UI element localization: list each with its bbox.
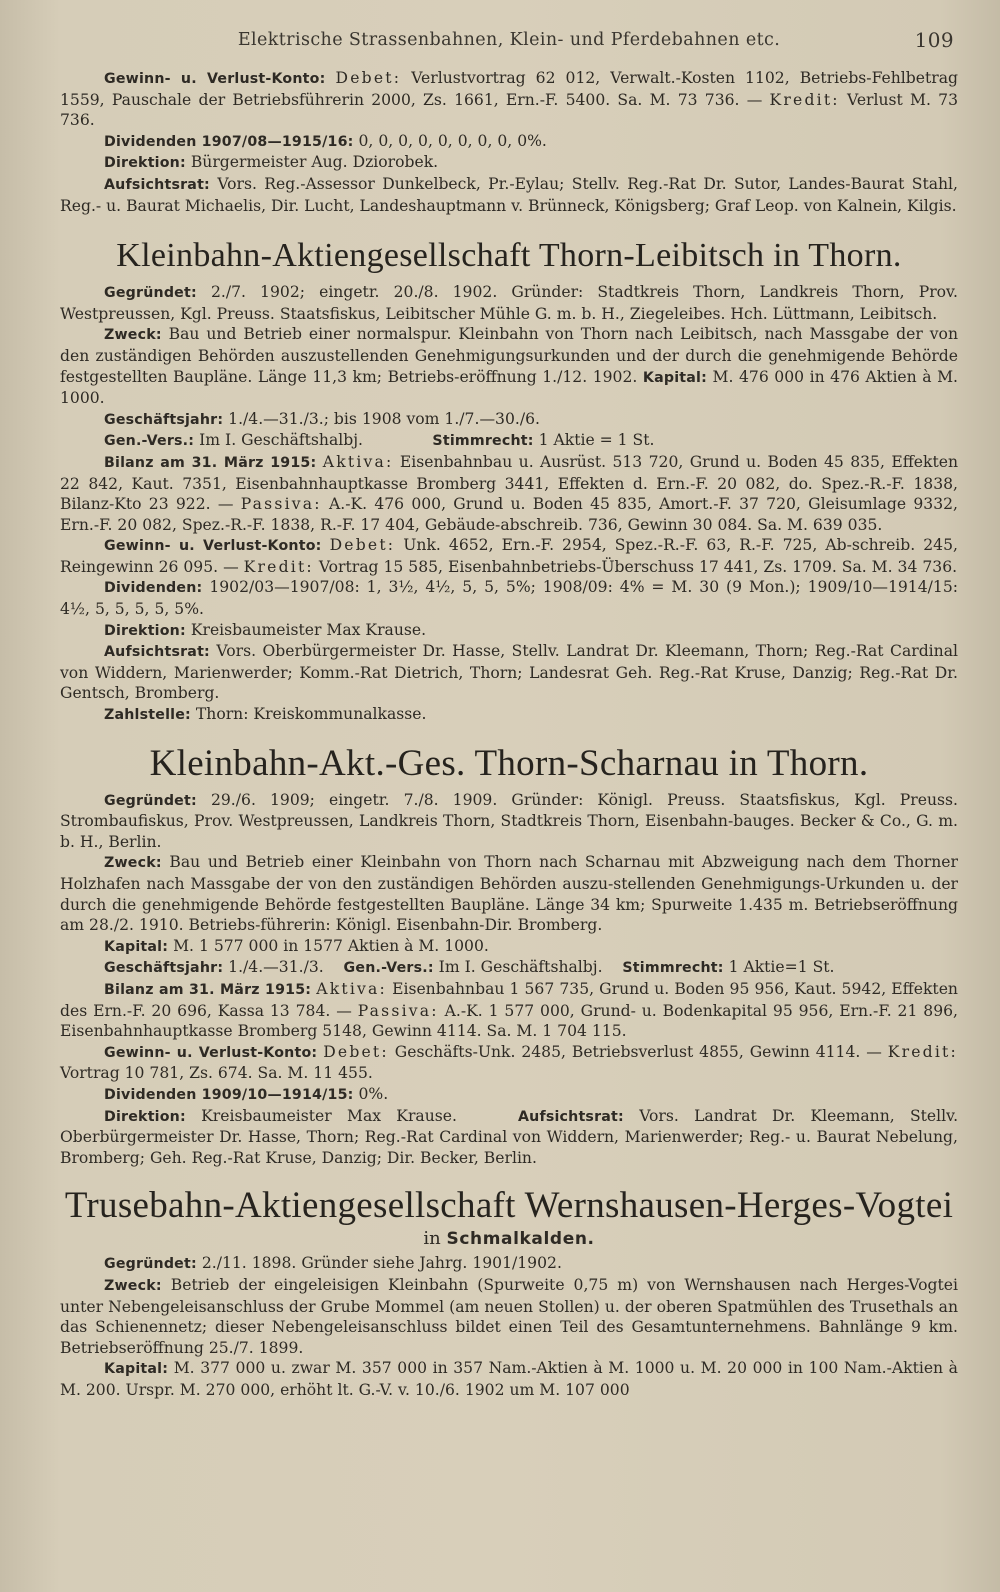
- aufsichtsrat-text: Vors. Reg.-Assessor Dunkelbeck, Pr.-Eylau; Stellv. Reg.-Rat Dr. Sutor, Landes-Baurat Stahl, Reg.- u. Baurat Michaelis, Dir. Lucht, Landeshauptmann v. Brünneck, Königsberg; Graf Leop. von Kalnein, Kilgis.: [60, 174, 958, 215]
- gv-debet-text: Geschäfts-Unk. 2485, Betriebsverlust 4855, Gewinn 4114. —: [394, 1042, 882, 1061]
- gv-debet-text: Verlustvortrag 62 012, Verwalt.-Kosten 1102, Betriebs-Fehlbetrag 1559, Pauschale der Betriebsführerin 2000, Zs. 1661, Ern.-F. 5400. Sa. M. 73 736. —: [60, 69, 959, 109]
- direktion-paragraph: [60, 620, 958, 642]
- running-head: [60, 30, 958, 60]
- gegruendet-label: Gegründet:: [104, 1256, 197, 1273]
- aufsichtsrat-text: Vors. Oberbürgermeister Dr. Hasse, Stellv. Landrat Dr. Kleemann, Thorn; Reg.-Rat Cardinal von Widdern, Marienwerder; Komm.-Rat Dietrich, Thorn; Landesrat Geh. Reg.-Rat Kruse, Danzig; Reg.-Rat Dr. Gentsch, Bromberg.: [60, 642, 958, 703]
- entry-thorn-leibitsch: [60, 236, 958, 725]
- debet-label: Debet:: [323, 1042, 389, 1061]
- zweck-paragraph: [60, 1275, 958, 1358]
- gegruendet-text: 29./6. 1909; eingetr. 7./8. 1909. Gründer: Königl. Preuss. Staatsfiskus, Kgl. Preuss. Strombaufiskus, Prov. Westpreussen, Landkreis Thorn, Stadtkreis Thorn, Eisenbahn-bauges. Becker & Co., G. m. b. H., Berlin.: [60, 790, 958, 851]
- bilanz-passiva-text: A.-K. 1 577 000, Grund- u. Bodenkapital 95 956, Ern.-F. 21 896, Eisenbahnhauptkasse Bromberg 5148, Gewinn 4114. Sa. M. 1 704 115.: [60, 1001, 958, 1041]
- entry-thorn-scharnau: [60, 744, 958, 1169]
- geschaeftsjahr-text: 1./4.—31./3.: [228, 958, 324, 977]
- bilanz-paragraph: [60, 452, 958, 535]
- aufsichtsrat-text: Vors. Landrat Dr. Kleemann, Stellv. Oberbürgermeister Dr. Hasse, Thorn; Reg.-Rat Cardinal von Widdern, Marienwerder; Reg.- u. Baurat Nebelung, Bromberg; Geh. Reg.-Rat Kruse, Danzig; Dir. Becker, Berlin.: [60, 1106, 959, 1167]
- gv-konto-label: Gewinn- u. Verlust-Konto:: [104, 538, 322, 555]
- kapital-paragraph: [60, 936, 958, 958]
- gegruendet-paragraph: [60, 1253, 958, 1275]
- gv-kredit-text: Vortrag 15 585, Eisenbahnbetriebs-Überschuss 17 441, Zs. 1709. Sa. M. 34 736.: [318, 557, 958, 576]
- zweck-label: Zweck:: [104, 327, 162, 344]
- kapital-text: M. 1 577 000 in 1577 Aktien à M. 1000.: [173, 936, 489, 955]
- aktiva-label: Aktiva:: [322, 452, 394, 471]
- zahlstelle-paragraph: [60, 704, 958, 726]
- dividenden-label: Dividenden 1909/10—1914/15:: [104, 1086, 354, 1103]
- passiva-label: Passiva:: [240, 495, 322, 514]
- gv-konto-label: Gewinn- u. Verlust-Konto:: [104, 1044, 318, 1061]
- kapital-text: M. 377 000 u. zwar M. 357 000 in 357 Nam.-Aktien à M. 1000 u. M. 20 000 in 100 Nam.-Aktien à M. 200. Urspr. M. 270 000, erhöht lt. G.-V. v. 10./6. 1902 um M. 107 000: [60, 1359, 958, 1399]
- gegruendet-paragraph: [60, 790, 958, 853]
- gv-konto-label: Gewinn- u. Verlust-Konto:: [104, 71, 326, 87]
- zweck-label: Zweck:: [104, 1277, 162, 1294]
- aufsichtsrat-label: Aufsichtsrat:: [517, 1108, 624, 1125]
- aufsichtsrat-label: Aufsichtsrat:: [104, 176, 210, 193]
- direktion-aufsichtsrat-paragraph: [60, 1106, 958, 1169]
- bilanz-label: Bilanz am 31. März 1915:: [104, 981, 312, 998]
- dividenden-text: 0%.: [358, 1084, 389, 1103]
- dividenden-paragraph: [60, 131, 958, 153]
- gv-kredit-text: Verlust M. 73 736.: [60, 90, 958, 130]
- direktion-text: Kreisbaumeister Max Krause.: [190, 620, 427, 639]
- zweck-text: Bau und Betrieb einer normalspur. Kleinbahn von Thorn nach Leibitsch, nach Massgabe der von den zuständigen Behörden auszustellenden Genehmigungsurkunden und der durch die genehmigende Behörde festgestellten Baupläne. Länge 11,3 km; Betriebs-eröffnung 1./12. 1902.: [60, 325, 958, 386]
- bilanz-paragraph: [60, 979, 958, 1042]
- genvers-label: Gen.-Vers.:: [104, 433, 195, 450]
- kapital-label: Kapital:: [642, 369, 707, 386]
- genvers-text: Im I. Geschäftshalbj.: [438, 958, 603, 977]
- bilanz-passiva-text: A.-K. 476 000, Grund u. Boden 45 835, Amort.-F. 37 720, Gleisumlage 9332, Ern.-F. 20 082, Spez.-R.-F. 1838, R.-F. 17 404, Gebäude-abschreib. 736, Gewinn 30 084. Sa. M. 639 035.: [60, 495, 958, 534]
- gegruendet-text: 2./11. 1898. Gründer siehe Jahrg. 1901/1902.: [201, 1254, 562, 1273]
- kredit-label: Kredit:: [887, 1042, 958, 1061]
- dividenden-paragraph: [60, 1084, 958, 1106]
- gv-debet-text: Unk. 4652, Ern.-F. 2954, Spez.-R.-F. 63, R.-F. 725, Ab-schreib. 245, Reingewinn 26 095. —: [60, 536, 958, 576]
- aufsichtsrat-paragraph: [60, 641, 958, 704]
- direktion-text: Bürgermeister Aug. Dziorobek.: [190, 153, 439, 172]
- genvers-text: Im I. Geschäftshalbj.: [199, 431, 364, 450]
- page-number: 109: [914, 28, 954, 52]
- zahlstelle-text: Thorn: Kreiskommunalkasse.: [195, 705, 427, 724]
- geschaeftsjahr-label: Geschäftsjahr:: [104, 411, 224, 428]
- genvers-label: Gen.-Vers.:: [343, 960, 434, 977]
- zweck-paragraph: [60, 852, 958, 935]
- kredit-label: Kredit:: [243, 557, 314, 576]
- stimmrecht-label: Stimmrecht:: [432, 433, 534, 450]
- kredit-label: Kredit:: [769, 90, 840, 109]
- running-head-title: Elektrische Strassenbahnen, Klein- und Pferdebahnen etc.: [237, 30, 781, 50]
- subtitle-place: Schmalkalden.: [446, 1229, 595, 1250]
- geschaeftsjahr-label: Geschäftsjahr:: [104, 960, 224, 977]
- zweck-text: Bau und Betrieb einer Kleinbahn von Thorn nach Scharnau mit Abzweigung nach dem Thorner Holzhafen nach Massgabe der von den zuständigen Behörden auszu-stellenden Genehmigungs-Urkunden u. der durch die genehmigende Behörde festgestellten Baupläne. Länge 34 km; Spurweite 1.435 m. Betriebseröffnung am 28./2. 1910. Betriebs-führerin: Königl. Eisenbahn-Dir. Bromberg.: [60, 853, 958, 935]
- zweck-label: Zweck:: [104, 855, 162, 872]
- gv-konto-paragraph: [60, 535, 958, 577]
- entry-trusebahn: [60, 1186, 958, 1400]
- dividenden-text: 1902/03—1907/08: 1, 3½, 4½, 5, 5, 5%; 1908/09: 4% = M. 30 (9 Mon.); 1909/10—1914/15: 4½, 5, 5, 5, 5, 5%.: [60, 578, 958, 619]
- gv-kredit-text: Vortrag 10 781, Zs. 674. Sa. M. 11 455.: [60, 1064, 373, 1083]
- direktion-text: Kreisbaumeister Max Krause.: [201, 1106, 457, 1125]
- direktion-label: Direktion:: [104, 1108, 186, 1125]
- debet-label: Debet:: [335, 69, 402, 87]
- gegruendet-label: Gegründet:: [104, 792, 197, 809]
- passiva-label: Passiva:: [357, 1001, 439, 1020]
- previous-entry-continuation: [60, 68, 958, 216]
- zweck-text: Betrieb der eingeleisigen Kleinbahn (Spurweite 0,75 m) von Wernshausen nach Herges-Vogtei unter Nebengeleisanschluss der Grube Mommel (am neuen Stollen) u. der oberen Spatmühlen des Trusethals an das Schienennetz; dieser Nebengeleisanschluss bildet einen Teil des Gesamtunternehmens. Bahnlänge 9 km. Betriebseröffnung 25./7. 1899.: [60, 1275, 958, 1357]
- stimmrecht-label: Stimmrecht:: [622, 960, 724, 977]
- gv-konto-paragraph: [60, 1042, 958, 1084]
- bilanz-label: Bilanz am 31. März 1915:: [104, 454, 317, 471]
- direktion-label: Direktion:: [104, 155, 186, 172]
- aktiva-label: Aktiva:: [316, 979, 387, 998]
- aufsichtsrat-paragraph: [60, 174, 958, 216]
- gegruendet-paragraph: [60, 282, 958, 324]
- genvers-paragraph: [60, 430, 958, 452]
- direktion-label: Direktion:: [104, 622, 186, 639]
- bilanz-aktiva-text: Eisenbahnbau 1 567 735, Grund u. Boden 95 956, Kaut. 5942, Effekten des Ern.-F. 20 696, Kassa 13 784. —: [60, 979, 958, 1020]
- aufsichtsrat-label: Aufsichtsrat:: [104, 644, 210, 661]
- geschaeftsjahr-text: 1./4.—31./3.; bis 1908 vom 1./7.—30./6.: [228, 409, 540, 428]
- kapital-text: M. 476 000 in 476 Aktien à M. 1000.: [60, 367, 958, 408]
- firm-title-thorn-scharnau: Kleinbahn-Akt.-Ges. Thorn-Scharnau in Thorn.: [149, 742, 869, 784]
- zahlstelle-label: Zahlstelle:: [104, 707, 191, 724]
- direktion-paragraph: [60, 152, 958, 174]
- debet-label: Debet:: [329, 536, 396, 555]
- kapital-label: Kapital:: [104, 938, 169, 955]
- geschaeftsjahr-paragraph: [60, 409, 958, 431]
- stimmrecht-text: 1 Aktie=1 St.: [728, 958, 835, 977]
- stimmrecht-text: 1 Aktie = 1 St.: [538, 431, 655, 450]
- bilanz-aktiva-text: Eisenbahnbau u. Ausrüst. 513 720, Grund u. Boden 45 835, Effekten 22 842, Kaut. 7351, Eisenbahnhauptkasse Bromberg 3441, Effekten d. Ern.-F. 20 082, do. Spez.-R.-F. 1838, Bilanz-Kto 23 922. —: [60, 452, 959, 514]
- dividenden-label: Dividenden:: [104, 580, 203, 597]
- firm-title-trusebahn: Trusebahn-Aktiengesellschaft Wernshausen-Herges-Vogtei: [64, 1185, 954, 1227]
- dividenden-label: Dividenden 1907/08—1915/16:: [104, 133, 354, 150]
- kapital-label: Kapital:: [104, 1361, 169, 1378]
- gegruendet-text: 2./7. 1902; eingetr. 20./8. 1902. Gründer: Stadtkreis Thorn, Landkreis Thorn, Prov. Westpreussen, Kgl. Preuss. Staatsfiskus, Leibitscher Mühle G. m. b. H., Ziegeleibes. Hch. Lüttmann, Leibitsch.: [60, 283, 958, 323]
- subtitle-in: in: [423, 1228, 441, 1250]
- firm-title-thorn-leibitsch: Kleinbahn-Aktiengesellschaft Thorn-Leibitsch in Thorn.: [116, 237, 902, 275]
- dividenden-paragraph: [60, 577, 958, 619]
- kapital-paragraph: [60, 1358, 958, 1400]
- firm-subtitle: [60, 1228, 958, 1249]
- geschaeftsjahr-paragraph: [60, 957, 958, 979]
- gegruendet-label: Gegründet:: [104, 285, 197, 302]
- gv-konto-paragraph: [60, 68, 958, 131]
- dividenden-text: 0, 0, 0, 0, 0, 0, 0, 0, 0%.: [358, 131, 547, 150]
- zweck-paragraph: [60, 324, 958, 408]
